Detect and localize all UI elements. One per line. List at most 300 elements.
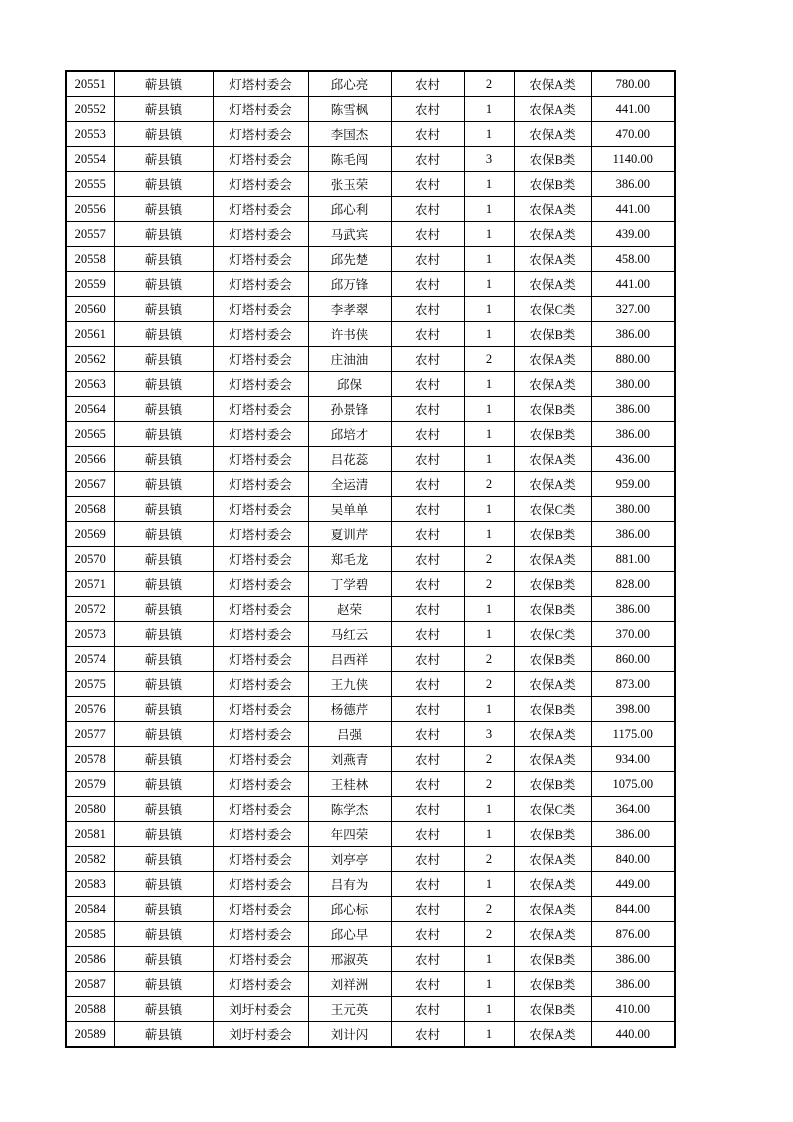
cell-amount: 370.00	[591, 622, 675, 647]
table-row	[66, 247, 675, 272]
table-row	[66, 372, 675, 397]
cell-village-committee: 灯塔村委会	[213, 797, 308, 822]
cell-residence-type: 农村	[391, 847, 464, 872]
table-row	[66, 672, 675, 697]
cell-person-name: 邱心早	[308, 922, 391, 947]
table-row	[66, 897, 675, 922]
cell-person-name: 邱万锋	[308, 272, 391, 297]
cell-person-count: 1	[464, 272, 514, 297]
cell-person-count: 2	[464, 71, 514, 97]
cell-record-id: 20555	[66, 172, 114, 197]
records-table	[65, 70, 676, 1048]
cell-person-name: 刘燕青	[308, 747, 391, 772]
cell-record-id: 20573	[66, 622, 114, 647]
cell-person-name: 邱先楚	[308, 247, 391, 272]
cell-insurance-class: 农保B类	[514, 147, 591, 172]
cell-residence-type: 农村	[391, 647, 464, 672]
cell-village-committee: 灯塔村委会	[213, 372, 308, 397]
cell-record-id: 20589	[66, 1022, 114, 1048]
cell-residence-type: 农村	[391, 772, 464, 797]
cell-insurance-class: 农保C类	[514, 797, 591, 822]
cell-person-count: 1	[464, 297, 514, 322]
cell-record-id: 20566	[66, 447, 114, 472]
cell-village-committee: 灯塔村委会	[213, 747, 308, 772]
table-row	[66, 997, 675, 1022]
cell-person-count: 1	[464, 197, 514, 222]
cell-village-committee: 灯塔村委会	[213, 572, 308, 597]
cell-record-id: 20586	[66, 947, 114, 972]
cell-town: 蕲县镇	[114, 147, 213, 172]
table-row	[66, 572, 675, 597]
cell-village-committee: 灯塔村委会	[213, 97, 308, 122]
cell-insurance-class: 农保C类	[514, 497, 591, 522]
cell-residence-type: 农村	[391, 622, 464, 647]
cell-village-committee: 灯塔村委会	[213, 147, 308, 172]
cell-amount: 1075.00	[591, 772, 675, 797]
cell-person-count: 1	[464, 447, 514, 472]
cell-person-count: 1	[464, 122, 514, 147]
cell-town: 蕲县镇	[114, 71, 213, 97]
cell-amount: 440.00	[591, 1022, 675, 1048]
cell-residence-type: 农村	[391, 547, 464, 572]
cell-village-committee: 灯塔村委会	[213, 347, 308, 372]
cell-town: 蕲县镇	[114, 247, 213, 272]
cell-record-id: 20587	[66, 972, 114, 997]
cell-insurance-class: 农保B类	[514, 997, 591, 1022]
cell-person-count: 1	[464, 622, 514, 647]
table-row	[66, 647, 675, 672]
cell-residence-type: 农村	[391, 472, 464, 497]
cell-record-id: 20561	[66, 322, 114, 347]
cell-amount: 1175.00	[591, 722, 675, 747]
cell-amount: 876.00	[591, 922, 675, 947]
cell-person-count: 1	[464, 797, 514, 822]
cell-amount: 840.00	[591, 847, 675, 872]
cell-village-committee: 灯塔村委会	[213, 622, 308, 647]
cell-person-name: 刘祥洲	[308, 972, 391, 997]
cell-amount: 441.00	[591, 97, 675, 122]
cell-insurance-class: 农保B类	[514, 422, 591, 447]
cell-town: 蕲县镇	[114, 197, 213, 222]
cell-insurance-class: 农保A类	[514, 71, 591, 97]
cell-residence-type: 农村	[391, 897, 464, 922]
cell-person-count: 1	[464, 97, 514, 122]
cell-village-committee: 灯塔村委会	[213, 897, 308, 922]
cell-amount: 844.00	[591, 897, 675, 922]
cell-town: 蕲县镇	[114, 672, 213, 697]
cell-insurance-class: 农保B类	[514, 972, 591, 997]
cell-residence-type: 农村	[391, 947, 464, 972]
cell-amount: 873.00	[591, 672, 675, 697]
table-row	[66, 71, 675, 97]
cell-village-committee: 灯塔村委会	[213, 272, 308, 297]
cell-person-count: 1	[464, 497, 514, 522]
cell-insurance-class: 农保A类	[514, 1022, 591, 1048]
table-row	[66, 447, 675, 472]
cell-amount: 386.00	[591, 397, 675, 422]
cell-village-committee: 灯塔村委会	[213, 597, 308, 622]
cell-person-name: 孙景锋	[308, 397, 391, 422]
cell-town: 蕲县镇	[114, 622, 213, 647]
table-row	[66, 222, 675, 247]
cell-person-count: 2	[464, 472, 514, 497]
cell-village-committee: 刘圩村委会	[213, 1022, 308, 1048]
cell-person-name: 邱培才	[308, 422, 391, 447]
cell-insurance-class: 农保A类	[514, 447, 591, 472]
cell-person-count: 2	[464, 922, 514, 947]
cell-person-name: 赵荣	[308, 597, 391, 622]
cell-residence-type: 农村	[391, 997, 464, 1022]
cell-person-count: 1	[464, 322, 514, 347]
cell-person-name: 邱心标	[308, 897, 391, 922]
table-row	[66, 197, 675, 222]
cell-village-committee: 灯塔村委会	[213, 822, 308, 847]
cell-town: 蕲县镇	[114, 397, 213, 422]
cell-person-name: 年四荣	[308, 822, 391, 847]
cell-residence-type: 农村	[391, 672, 464, 697]
cell-record-id: 20554	[66, 147, 114, 172]
cell-person-name: 杨德芹	[308, 697, 391, 722]
cell-amount: 780.00	[591, 71, 675, 97]
cell-record-id: 20551	[66, 71, 114, 97]
cell-person-name: 邱心利	[308, 197, 391, 222]
cell-insurance-class: 农保A类	[514, 922, 591, 947]
cell-town: 蕲县镇	[114, 372, 213, 397]
table-row	[66, 147, 675, 172]
cell-insurance-class: 农保A类	[514, 722, 591, 747]
cell-person-count: 3	[464, 147, 514, 172]
cell-person-count: 1	[464, 597, 514, 622]
cell-record-id: 20584	[66, 897, 114, 922]
cell-record-id: 20556	[66, 197, 114, 222]
cell-record-id: 20569	[66, 522, 114, 547]
cell-village-committee: 灯塔村委会	[213, 697, 308, 722]
cell-village-committee: 灯塔村委会	[213, 197, 308, 222]
cell-residence-type: 农村	[391, 71, 464, 97]
cell-person-count: 1	[464, 422, 514, 447]
table-row	[66, 597, 675, 622]
cell-village-committee: 灯塔村委会	[213, 522, 308, 547]
cell-village-committee: 灯塔村委会	[213, 447, 308, 472]
cell-residence-type: 农村	[391, 697, 464, 722]
cell-person-name: 许书侠	[308, 322, 391, 347]
cell-residence-type: 农村	[391, 247, 464, 272]
cell-person-name: 全运清	[308, 472, 391, 497]
cell-person-name: 丁学碧	[308, 572, 391, 597]
cell-residence-type: 农村	[391, 572, 464, 597]
cell-amount: 1140.00	[591, 147, 675, 172]
cell-record-id: 20582	[66, 847, 114, 872]
cell-person-name: 吕有为	[308, 872, 391, 897]
cell-town: 蕲县镇	[114, 872, 213, 897]
cell-town: 蕲县镇	[114, 447, 213, 472]
cell-village-committee: 刘圩村委会	[213, 997, 308, 1022]
cell-residence-type: 农村	[391, 147, 464, 172]
cell-person-name: 王桂林	[308, 772, 391, 797]
cell-residence-type: 农村	[391, 747, 464, 772]
cell-town: 蕲县镇	[114, 822, 213, 847]
cell-person-name: 陈毛闯	[308, 147, 391, 172]
cell-record-id: 20558	[66, 247, 114, 272]
cell-person-count: 1	[464, 222, 514, 247]
cell-residence-type: 农村	[391, 1022, 464, 1048]
cell-record-id: 20552	[66, 97, 114, 122]
cell-person-name: 吕花蕊	[308, 447, 391, 472]
cell-person-name: 陈雪枫	[308, 97, 391, 122]
cell-residence-type: 农村	[391, 197, 464, 222]
cell-insurance-class: 农保C类	[514, 297, 591, 322]
cell-town: 蕲县镇	[114, 297, 213, 322]
records-table-body	[66, 71, 675, 1047]
cell-village-committee: 灯塔村委会	[213, 122, 308, 147]
cell-person-name: 李孝翠	[308, 297, 391, 322]
cell-town: 蕲县镇	[114, 522, 213, 547]
table-row	[66, 847, 675, 872]
table-row	[66, 97, 675, 122]
cell-insurance-class: 农保A类	[514, 222, 591, 247]
cell-town: 蕲县镇	[114, 772, 213, 797]
cell-residence-type: 农村	[391, 797, 464, 822]
cell-residence-type: 农村	[391, 922, 464, 947]
table-row	[66, 172, 675, 197]
cell-town: 蕲县镇	[114, 847, 213, 872]
cell-record-id: 20568	[66, 497, 114, 522]
cell-town: 蕲县镇	[114, 997, 213, 1022]
cell-insurance-class: 农保A类	[514, 747, 591, 772]
cell-insurance-class: 农保B类	[514, 947, 591, 972]
cell-village-committee: 灯塔村委会	[213, 472, 308, 497]
table-row	[66, 122, 675, 147]
cell-person-count: 1	[464, 172, 514, 197]
cell-amount: 449.00	[591, 872, 675, 897]
table-row	[66, 947, 675, 972]
cell-person-name: 邱心亮	[308, 71, 391, 97]
cell-amount: 386.00	[591, 522, 675, 547]
cell-town: 蕲县镇	[114, 172, 213, 197]
cell-town: 蕲县镇	[114, 347, 213, 372]
cell-record-id: 20577	[66, 722, 114, 747]
cell-amount: 386.00	[591, 822, 675, 847]
cell-person-count: 2	[464, 347, 514, 372]
cell-person-count: 3	[464, 722, 514, 747]
cell-person-name: 邢淑英	[308, 947, 391, 972]
cell-insurance-class: 农保A类	[514, 347, 591, 372]
cell-amount: 386.00	[591, 972, 675, 997]
cell-village-committee: 灯塔村委会	[213, 722, 308, 747]
cell-record-id: 20588	[66, 997, 114, 1022]
cell-record-id: 20565	[66, 422, 114, 447]
cell-insurance-class: 农保B类	[514, 647, 591, 672]
cell-amount: 327.00	[591, 297, 675, 322]
table-row	[66, 297, 675, 322]
cell-insurance-class: 农保A类	[514, 897, 591, 922]
cell-amount: 386.00	[591, 322, 675, 347]
cell-village-committee: 灯塔村委会	[213, 247, 308, 272]
table-row	[66, 697, 675, 722]
cell-amount: 386.00	[591, 597, 675, 622]
table-row	[66, 547, 675, 572]
cell-person-name: 马红云	[308, 622, 391, 647]
cell-amount: 828.00	[591, 572, 675, 597]
cell-record-id: 20557	[66, 222, 114, 247]
cell-town: 蕲县镇	[114, 97, 213, 122]
cell-residence-type: 农村	[391, 522, 464, 547]
cell-residence-type: 农村	[391, 347, 464, 372]
cell-village-committee: 灯塔村委会	[213, 322, 308, 347]
cell-person-name: 李国杰	[308, 122, 391, 147]
cell-town: 蕲县镇	[114, 122, 213, 147]
table-row	[66, 347, 675, 372]
cell-amount: 410.00	[591, 997, 675, 1022]
cell-amount: 380.00	[591, 497, 675, 522]
table-row	[66, 522, 675, 547]
cell-person-count: 2	[464, 897, 514, 922]
cell-record-id: 20553	[66, 122, 114, 147]
table-row	[66, 772, 675, 797]
cell-person-name: 刘计闪	[308, 1022, 391, 1048]
cell-person-count: 1	[464, 872, 514, 897]
cell-insurance-class: 农保A类	[514, 472, 591, 497]
cell-town: 蕲县镇	[114, 597, 213, 622]
cell-amount: 386.00	[591, 947, 675, 972]
cell-person-count: 1	[464, 522, 514, 547]
cell-residence-type: 农村	[391, 97, 464, 122]
cell-person-count: 1	[464, 372, 514, 397]
cell-insurance-class: 农保B类	[514, 822, 591, 847]
cell-residence-type: 农村	[391, 722, 464, 747]
table-row	[66, 322, 675, 347]
table-row	[66, 397, 675, 422]
cell-town: 蕲县镇	[114, 897, 213, 922]
cell-village-committee: 灯塔村委会	[213, 847, 308, 872]
cell-record-id: 20581	[66, 822, 114, 847]
cell-amount: 880.00	[591, 347, 675, 372]
table-row	[66, 747, 675, 772]
cell-village-committee: 灯塔村委会	[213, 947, 308, 972]
cell-amount: 386.00	[591, 422, 675, 447]
cell-village-committee: 灯塔村委会	[213, 71, 308, 97]
cell-person-name: 陈学杰	[308, 797, 391, 822]
cell-record-id: 20579	[66, 772, 114, 797]
cell-person-count: 1	[464, 822, 514, 847]
cell-village-committee: 灯塔村委会	[213, 972, 308, 997]
cell-person-name: 张玉荣	[308, 172, 391, 197]
cell-record-id: 20580	[66, 797, 114, 822]
cell-insurance-class: 农保C类	[514, 622, 591, 647]
cell-person-name: 王元英	[308, 997, 391, 1022]
cell-town: 蕲县镇	[114, 547, 213, 572]
cell-person-count: 1	[464, 247, 514, 272]
cell-person-name: 刘亭亭	[308, 847, 391, 872]
cell-town: 蕲县镇	[114, 922, 213, 947]
cell-village-committee: 灯塔村委会	[213, 497, 308, 522]
cell-person-name: 马武宾	[308, 222, 391, 247]
cell-village-committee: 灯塔村委会	[213, 547, 308, 572]
cell-village-committee: 灯塔村委会	[213, 172, 308, 197]
cell-residence-type: 农村	[391, 447, 464, 472]
cell-residence-type: 农村	[391, 497, 464, 522]
cell-residence-type: 农村	[391, 122, 464, 147]
table-row	[66, 722, 675, 747]
cell-record-id: 20574	[66, 647, 114, 672]
cell-insurance-class: 农保A类	[514, 97, 591, 122]
cell-person-count: 2	[464, 747, 514, 772]
cell-village-committee: 灯塔村委会	[213, 872, 308, 897]
cell-amount: 458.00	[591, 247, 675, 272]
table-row	[66, 1022, 675, 1048]
cell-residence-type: 农村	[391, 597, 464, 622]
cell-insurance-class: 农保B类	[514, 572, 591, 597]
cell-village-committee: 灯塔村委会	[213, 772, 308, 797]
cell-amount: 860.00	[591, 647, 675, 672]
cell-person-name: 吕强	[308, 722, 391, 747]
cell-amount: 439.00	[591, 222, 675, 247]
cell-record-id: 20562	[66, 347, 114, 372]
cell-village-committee: 灯塔村委会	[213, 222, 308, 247]
cell-record-id: 20559	[66, 272, 114, 297]
cell-insurance-class: 农保A类	[514, 122, 591, 147]
cell-amount: 386.00	[591, 172, 675, 197]
cell-residence-type: 农村	[391, 222, 464, 247]
cell-town: 蕲县镇	[114, 947, 213, 972]
cell-residence-type: 农村	[391, 322, 464, 347]
cell-person-name: 王九侠	[308, 672, 391, 697]
cell-insurance-class: 农保B类	[514, 322, 591, 347]
cell-insurance-class: 农保A类	[514, 372, 591, 397]
cell-person-name: 邱保	[308, 372, 391, 397]
cell-record-id: 20567	[66, 472, 114, 497]
cell-amount: 934.00	[591, 747, 675, 772]
cell-insurance-class: 农保B类	[514, 697, 591, 722]
cell-town: 蕲县镇	[114, 722, 213, 747]
cell-village-committee: 灯塔村委会	[213, 297, 308, 322]
cell-record-id: 20563	[66, 372, 114, 397]
cell-residence-type: 农村	[391, 397, 464, 422]
cell-insurance-class: 农保A类	[514, 672, 591, 697]
cell-person-count: 1	[464, 997, 514, 1022]
cell-person-name: 郑毛龙	[308, 547, 391, 572]
cell-town: 蕲县镇	[114, 1022, 213, 1048]
cell-amount: 881.00	[591, 547, 675, 572]
cell-person-count: 2	[464, 772, 514, 797]
cell-town: 蕲县镇	[114, 572, 213, 597]
cell-residence-type: 农村	[391, 372, 464, 397]
cell-amount: 959.00	[591, 472, 675, 497]
cell-village-committee: 灯塔村委会	[213, 922, 308, 947]
cell-town: 蕲县镇	[114, 697, 213, 722]
cell-residence-type: 农村	[391, 272, 464, 297]
cell-residence-type: 农村	[391, 297, 464, 322]
cell-record-id: 20575	[66, 672, 114, 697]
cell-insurance-class: 农保A类	[514, 197, 591, 222]
cell-person-count: 1	[464, 1022, 514, 1048]
cell-person-count: 2	[464, 572, 514, 597]
cell-amount: 380.00	[591, 372, 675, 397]
cell-person-count: 2	[464, 647, 514, 672]
cell-record-id: 20570	[66, 547, 114, 572]
cell-insurance-class: 农保B类	[514, 597, 591, 622]
cell-person-name: 夏训芹	[308, 522, 391, 547]
table-row	[66, 497, 675, 522]
cell-insurance-class: 农保A类	[514, 847, 591, 872]
cell-person-count: 2	[464, 847, 514, 872]
cell-town: 蕲县镇	[114, 747, 213, 772]
table-row	[66, 922, 675, 947]
cell-record-id: 20560	[66, 297, 114, 322]
cell-person-count: 1	[464, 397, 514, 422]
cell-amount: 470.00	[591, 122, 675, 147]
cell-village-committee: 灯塔村委会	[213, 422, 308, 447]
